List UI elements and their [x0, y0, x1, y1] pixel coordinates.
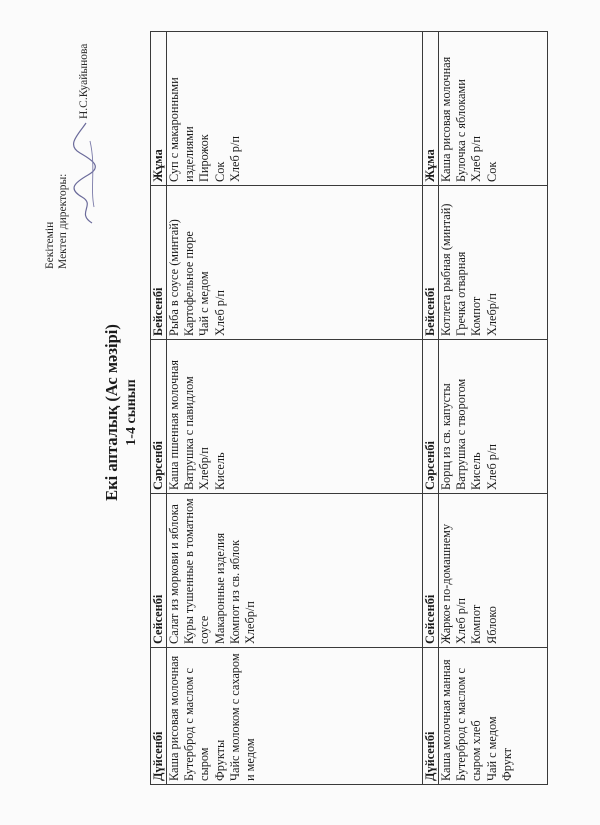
menu-item: Бутерброд с маслом с сыром хлеб: [454, 668, 484, 781]
menu-item: Жаркое по-домашнему: [439, 523, 453, 644]
menu-item: Суп с макаронными изделиями: [167, 77, 197, 182]
menu-cell: [439, 340, 548, 494]
menu-item: Борщ из св. капусты: [439, 383, 453, 490]
menu-item: Куры тушенные в томатном соусе: [182, 498, 212, 644]
menu-row: [167, 32, 423, 785]
menu-item: Фрукт: [499, 747, 514, 781]
menu-item: Каша молочная манная: [439, 659, 453, 781]
day-header: Дүйсенбі: [151, 648, 167, 785]
approval-heading: Бекітемін: [44, 221, 56, 269]
menu-item: Чай с медом: [484, 716, 499, 781]
menu-table: [150, 31, 548, 785]
menu-item: Компот: [469, 604, 484, 644]
menu-item: Макаронные изделия: [212, 532, 227, 644]
menu-cell: [167, 494, 423, 648]
menu-item: Хлеб р/п: [454, 598, 469, 644]
day-header: Сәрсенбі: [151, 340, 167, 494]
menu-cell: [439, 32, 548, 186]
menu-cell: [439, 186, 548, 340]
menu-cell: [167, 340, 423, 494]
menu-item: Хлеб р/п: [212, 290, 227, 336]
menu-cell: [167, 186, 423, 340]
menu-item: Хлеб р/п: [484, 444, 499, 490]
day-header: Сәрсенбі: [423, 340, 439, 494]
day-header: Жұма: [151, 32, 167, 186]
menu-item: Кисель: [212, 452, 227, 490]
approval-block: [44, 43, 90, 269]
menu-item: Чай с медом: [197, 271, 212, 336]
menu-cell: [439, 494, 548, 648]
menu-item: Рыба в соусе (минтай): [167, 219, 181, 336]
menu-item: Ватрушка с творогом: [454, 378, 469, 490]
menu-item: Фрукты: [212, 739, 227, 781]
menu-item: Чайс молоком с сахаром и медом: [227, 653, 258, 781]
menu-cell: [439, 648, 548, 785]
menu-item: Хлебр/п: [484, 293, 499, 336]
menu-item: Пирожок: [197, 134, 212, 182]
menu-item: Картофельное пюре: [182, 231, 197, 336]
menu-item: Ватрушка с павидлом: [182, 376, 197, 490]
menu-item: Хлеб р/п: [469, 136, 484, 182]
menu-item: Хлебр/п: [197, 447, 212, 490]
menu-item: Котлета рыбная (минтай): [439, 203, 453, 336]
menu-item: Каша рисовая молочная: [439, 56, 453, 182]
grade-subtitle: 1-4 сынып: [124, 379, 139, 446]
menu-item: Кисель: [469, 452, 484, 490]
director-name: Н.С.Куайынова: [78, 43, 90, 119]
day-header: Сейсенбі: [423, 494, 439, 648]
day-header-row: [151, 32, 167, 785]
menu-title: Екі апталық (Ас мәзірі): [102, 324, 121, 501]
menu-item: Бутерброд с маслом с сыром: [182, 668, 212, 781]
day-header: Дүйсенбі: [423, 648, 439, 785]
day-header: Жұма: [423, 32, 439, 186]
menu-item: Сок: [484, 161, 499, 182]
menu-item: Компот: [469, 296, 484, 336]
document-title: [102, 0, 142, 825]
menu-item: Компот из св. яблок: [227, 539, 242, 644]
menu-item: Яблоко: [484, 606, 499, 644]
menu-cell: [167, 32, 423, 186]
menu-cell: [167, 648, 423, 785]
day-header-row: [423, 32, 439, 785]
menu-item: Сок: [212, 161, 227, 182]
menu-item: Хлебр/п: [243, 601, 258, 644]
day-header: Бейсенбі: [423, 186, 439, 340]
day-header: Бейсенбі: [151, 186, 167, 340]
menu-item: Салат из моркови и яблока: [167, 504, 181, 644]
menu-item: Хлеб р/п: [227, 136, 242, 182]
menu-row: [439, 32, 548, 785]
signature-icon: [70, 117, 100, 227]
approval-position: Мектеп директоры:: [57, 173, 69, 269]
menu-item: Гречка отварная: [454, 251, 469, 336]
menu-item: Булочка с яблоками: [454, 79, 469, 182]
day-header: Сейсенбі: [151, 494, 167, 648]
menu-item: Каша пшенная молочная: [167, 360, 181, 490]
menu-item: Каша рисовая молочная: [167, 655, 181, 781]
